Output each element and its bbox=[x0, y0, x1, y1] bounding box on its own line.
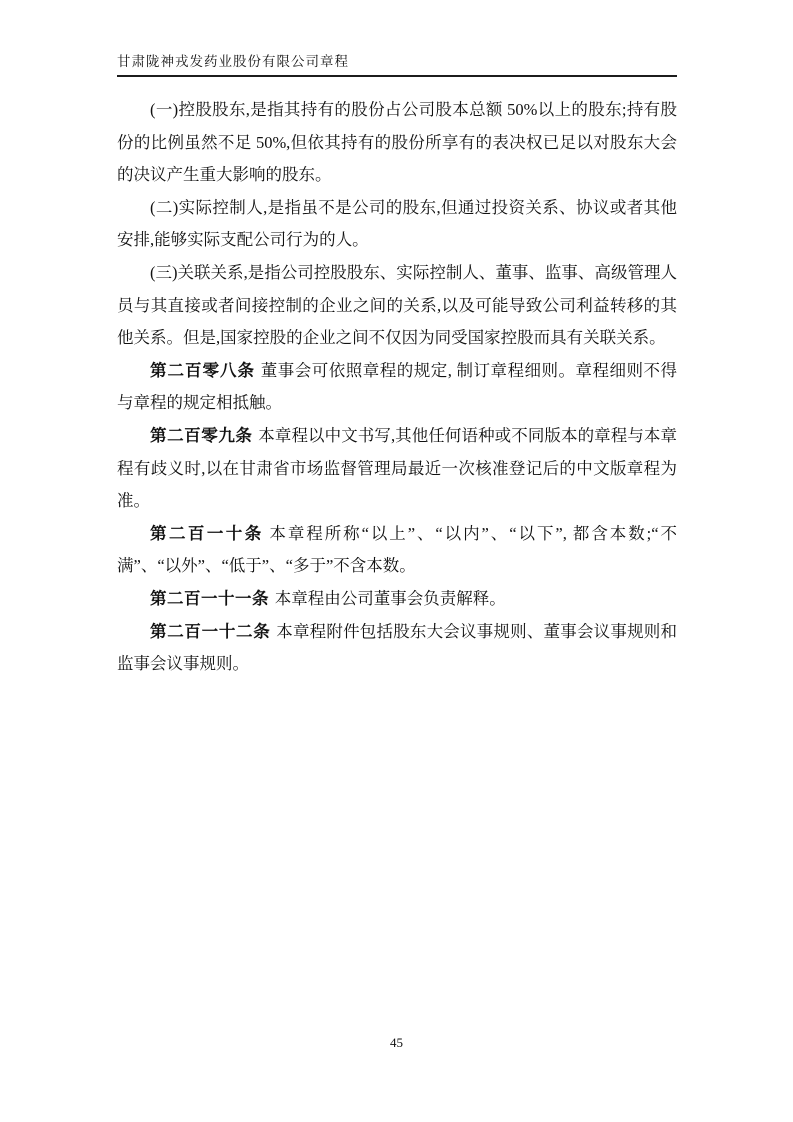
page-header bbox=[117, 50, 677, 77]
article-number: 第二百一十二条 bbox=[150, 621, 271, 641]
para-text: 本章程附件包括股东大会议事规则、董事会议事规则和监事会议事规则。 bbox=[117, 621, 678, 674]
article-212 bbox=[117, 616, 677, 681]
para-actual-controller bbox=[117, 192, 677, 257]
para-text: 本章程以中文书写,其他任何语种或不同版本的章程与本章程有歧义时,以在甘肃省市场监督管理局最近一次核准登记后的中文版章程为准。 bbox=[117, 425, 678, 511]
para-affiliation-relationship bbox=[117, 257, 677, 355]
para-text: (一)控股股东,是指其持有的股份占公司股本总额 50%以上的股东;持有股份的比例虽然不足 50%,但依其持有的股份所享有的表决权已足以对股东大会的决议产生重大影响的股东。 bbox=[117, 100, 677, 185]
para-text: 本章程所称“以上”、“以内”、“以下”, 都含本数;“不满”、“以外”、“低于”、“多于”不含本数。 bbox=[117, 523, 677, 576]
article-208 bbox=[117, 355, 677, 420]
para-text: 本章程由公司董事会负责解释。 bbox=[274, 588, 506, 608]
document-title: 甘肃陇神戎发药业股份有限公司章程 bbox=[117, 54, 349, 69]
article-210 bbox=[117, 518, 677, 583]
para-text: 董事会可依照章程的规定, 制订章程细则。章程细则不得与章程的规定相抵触。 bbox=[117, 360, 678, 413]
para-controlling-shareholder bbox=[117, 94, 677, 192]
page-number: 45 bbox=[390, 1035, 403, 1050]
page-footer bbox=[0, 1035, 793, 1051]
article-209 bbox=[117, 420, 677, 518]
article-211 bbox=[117, 583, 677, 616]
para-text: (三)关联关系,是指公司控股股东、实际控制人、董事、监事、高级管理人员与其直接或者间接控制的企业之间的关系,以及可能导致公司利益转移的其他关系。但是,国家控股的企业之间不仅因为同受国家控股而具有关联关系。 bbox=[117, 262, 677, 348]
article-number: 第二百零九条 bbox=[150, 425, 253, 445]
para-text: (二)实际控制人,是指虽不是公司的股东,但通过投资关系、协议或者其他安排,能够实际支配公司行为的人。 bbox=[117, 197, 677, 250]
document-body bbox=[117, 94, 677, 681]
article-number: 第二百零八条 bbox=[150, 360, 255, 380]
article-number: 第二百一十一条 bbox=[150, 588, 269, 608]
article-number: 第二百一十条 bbox=[150, 523, 264, 543]
